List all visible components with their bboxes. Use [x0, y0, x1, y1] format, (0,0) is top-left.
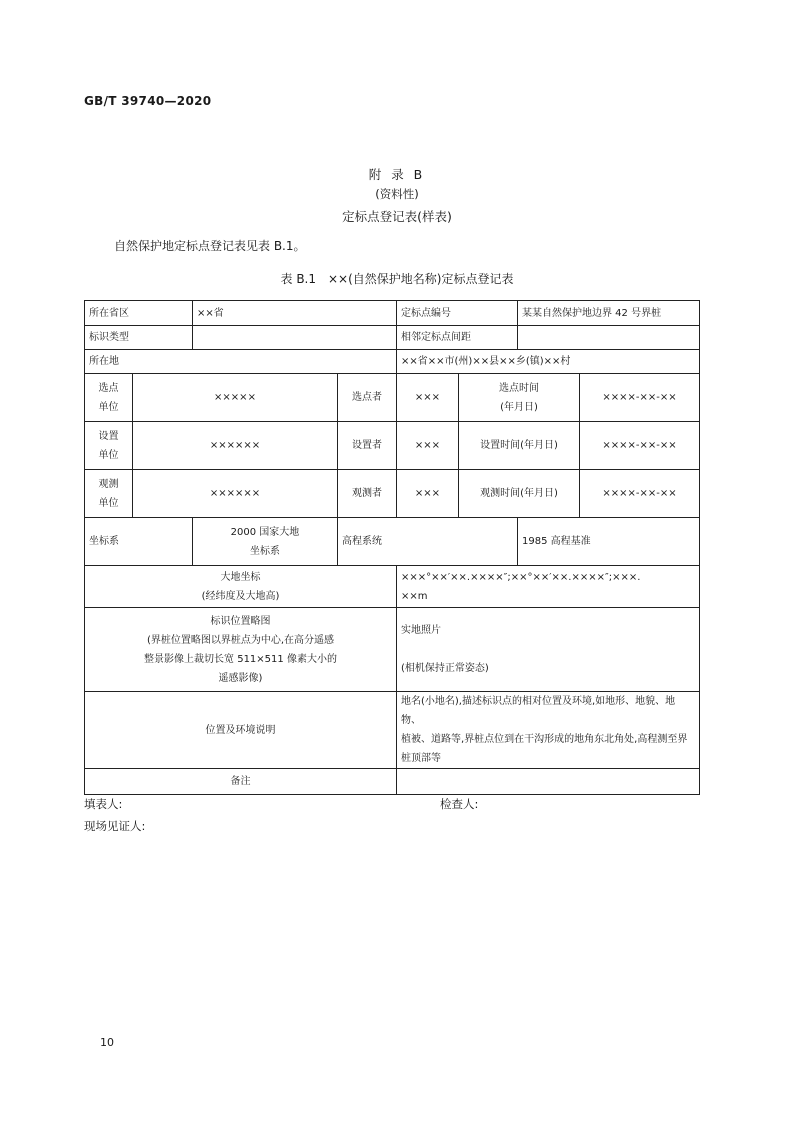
intro-paragraph: 自然保护地定标点登记表见表 B.1。 — [114, 239, 306, 253]
adjacent-distance-label: 相邻定标点间距 — [397, 326, 518, 350]
survey-time-label: 观测时间(年月日) — [459, 470, 580, 518]
survey-unit-value: ×××××× — [133, 470, 338, 518]
select-unit-label: 选点 单位 — [85, 374, 133, 422]
province-value: ××省 — [193, 301, 397, 326]
remark-label: 备注 — [85, 769, 397, 795]
survey-person-value: ××× — [397, 470, 459, 518]
table-row — [85, 518, 700, 566]
table-row — [85, 692, 700, 769]
setup-person-label: 设置者 — [338, 422, 397, 470]
table-row — [85, 326, 700, 350]
province-label: 所在省区 — [85, 301, 193, 326]
registration-table — [84, 300, 700, 795]
adjacent-distance-value — [518, 326, 700, 350]
filler-signature: 填表人: — [84, 797, 123, 811]
table-row — [85, 301, 700, 326]
setup-time-label: 设置时间(年月日) — [459, 422, 580, 470]
setup-time-value: ××××-××-×× — [580, 422, 700, 470]
environment-label: 位置及环境说明 — [85, 692, 397, 769]
standard-number: GB/T 39740—2020 — [84, 94, 212, 108]
remark-value — [397, 769, 700, 795]
table-row — [85, 422, 700, 470]
survey-unit-label: 观测 单位 — [85, 470, 133, 518]
table-row — [85, 769, 700, 795]
table-row — [85, 374, 700, 422]
table-title: 表 B.1 ××(自然保护地名称)定标点登记表 — [280, 272, 514, 286]
appendix-heading: 附 录 B — [368, 167, 426, 182]
checker-signature: 检查人: — [440, 797, 479, 811]
select-time-value: ××××-××-×× — [580, 374, 700, 422]
height-system-value: 1985 高程基准 — [518, 518, 700, 566]
geodetic-coord-value: ×××°××′××.××××″;××°××′××.××××″;×××. ××m — [397, 566, 700, 608]
geodetic-coord-label: 大地坐标 (经纬度及大地高) — [85, 566, 397, 608]
height-system-label: 高程系统 — [338, 518, 518, 566]
table-row — [85, 470, 700, 518]
select-time-label: 选点时间 (年月日) — [459, 374, 580, 422]
point-code-value: 某某自然保护地边界 42 号界桩 — [518, 301, 700, 326]
table-row — [85, 566, 700, 608]
coord-system-value: 2000 国家大地 坐标系 — [193, 518, 338, 566]
location-sketch-label: 标识位置略图 (界桩位置略图以界桩点为中心,在高分遥感 整景影像上裁切长宽 511×511 像素大小的 遥感影像) — [85, 608, 397, 692]
appendix-title: 定标点登记表(样表) — [342, 209, 452, 224]
marker-type-value — [193, 326, 397, 350]
marker-type-label: 标识类型 — [85, 326, 193, 350]
survey-person-label: 观测者 — [338, 470, 397, 518]
page-number: 10 — [100, 1036, 114, 1049]
survey-time-value: ××××-××-×× — [580, 470, 700, 518]
setup-person-value: ××× — [397, 422, 459, 470]
site-photo-cell: 实地照片 (相机保持正常姿态) — [397, 608, 700, 692]
select-unit-value: ××××× — [133, 374, 338, 422]
table-row — [85, 608, 700, 692]
point-code-label: 定标点编号 — [397, 301, 518, 326]
witness-signature: 现场见证人: — [84, 819, 146, 833]
environment-value: 地名(小地名),描述标识点的相对位置及环境,如地形、地貌、地物、 植被、道路等,界桩点位到在干沟形成的地角东北角处,高程测至界 桩顶部等 — [397, 692, 700, 769]
location-label: 所在地 — [85, 350, 397, 374]
select-person-label: 选点者 — [338, 374, 397, 422]
setup-unit-value: ×××××× — [133, 422, 338, 470]
table-row — [85, 350, 700, 374]
appendix-nature: (资料性) — [375, 187, 419, 201]
location-value: ××省××市(州)××县××乡(镇)××村 — [397, 350, 700, 374]
select-person-value: ××× — [397, 374, 459, 422]
coord-system-label: 坐标系 — [85, 518, 193, 566]
setup-unit-label: 设置 单位 — [85, 422, 133, 470]
